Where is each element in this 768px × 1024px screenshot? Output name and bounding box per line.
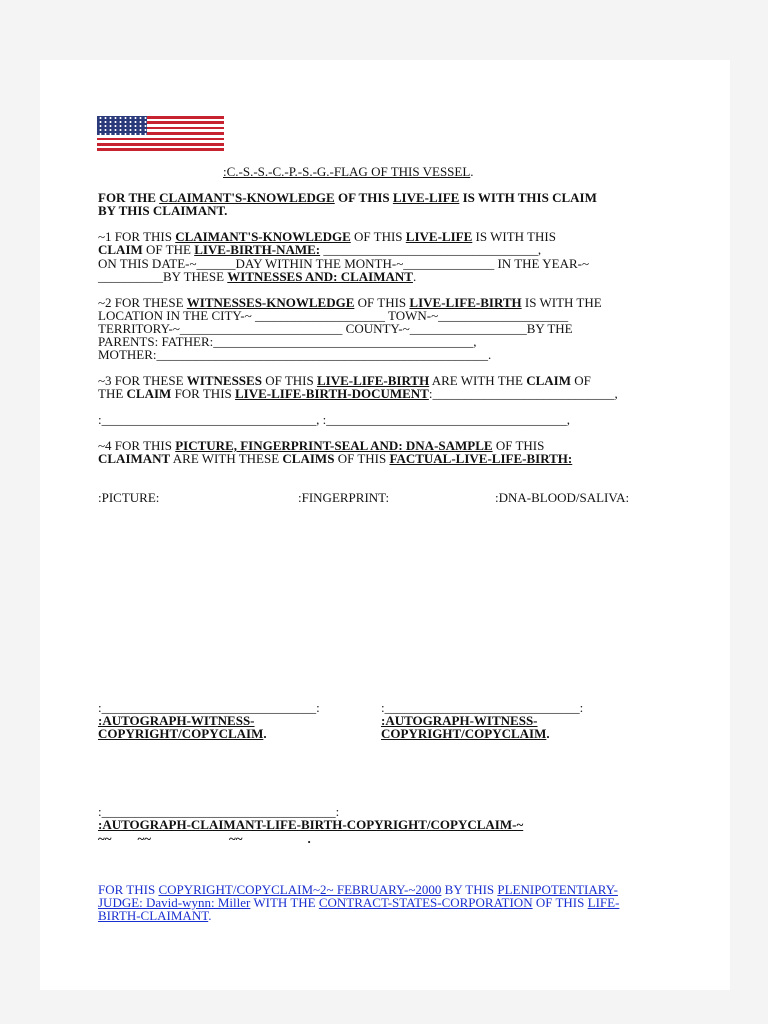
section2-line-5: MOTHER:___________________________________________________. xyxy=(98,347,492,362)
witness-right-title: :AUTOGRAPH-WITNESS- xyxy=(381,713,538,728)
claimant-signature-line[interactable]: :____________________________________: xyxy=(98,804,340,819)
section2-line-3: TERRITORY-~_________________________ COUNTY-~__________________BY THE xyxy=(98,321,573,336)
section1-line-3: ON THIS DATE-~______DAY WITHIN THE MONTH-~______________ IN THE YEAR-~ xyxy=(98,256,589,271)
intro-line-2: BY THIS CLAIMANT. xyxy=(98,203,228,218)
judge-link[interactable]: JUDGE: David-wynn: Miller xyxy=(98,895,251,910)
section1-line-4: __________BY THESE WITNESSES AND: CLAIMANT. xyxy=(98,269,417,284)
plenipotentiary-link[interactable]: PLENIPOTENTIARY- xyxy=(497,882,618,897)
witness-right-signature-line[interactable]: :______________________________: xyxy=(381,700,584,715)
us-flag-image xyxy=(97,116,224,151)
claimant-tilde-line: ~~ ~~ ~~ . xyxy=(98,831,311,846)
dna-label: :DNA-BLOOD/SALIVA: xyxy=(495,490,630,505)
section1-line-2: CLAIM OF THE LIVE-BIRTH-NAME: _________________________________, xyxy=(98,242,542,257)
section4-line-1: ~4 FOR THIS PICTURE, FINGERPRINT-SEAL AND: DNA-SAMPLE OF THIS xyxy=(98,438,545,453)
footer-line-3: BIRTH-CLAIMANT. xyxy=(98,908,212,923)
flag-caption: :C.-S.-S.-C.-P.-S.-G.-FLAG OF THIS VESSEL. xyxy=(223,164,474,179)
footer-line-2: JUDGE: David-wynn: Miller WITH THE CONTRACT-STATES-CORPORATION OF THIS LIFE- xyxy=(98,895,620,910)
copyright-link[interactable]: COPYRIGHT/COPYCLAIM~2~ FEBRUARY-~2000 xyxy=(158,882,442,897)
picture-label: :PICTURE: xyxy=(98,490,160,505)
section2-line-2: LOCATION IN THE CITY-~ ____________________ TOWN-~____________________ xyxy=(98,308,569,323)
witness-right-sub: COPYRIGHT/COPYCLAIM. xyxy=(381,726,550,741)
claimant-title: :AUTOGRAPH-CLAIMANT-LIFE-BIRTH-COPYRIGHT/COPYCLAIM-~ xyxy=(98,817,524,832)
intro-line-1: FOR THE CLAIMANT'S-KNOWLEDGE OF THIS LIVE-LIFE IS WITH THIS CLAIM xyxy=(98,190,597,205)
section2-line-1: ~2 FOR THESE WITNESSES-KNOWLEDGE OF THIS LIVE-LIFE-BIRTH IS WITH THE xyxy=(98,295,602,310)
section1-line-1: ~1 FOR THIS CLAIMANT'S-KNOWLEDGE OF THIS LIVE-LIFE IS WITH THIS xyxy=(98,229,556,244)
fingerprint-label: :FINGERPRINT: xyxy=(298,490,390,505)
section3-line-3: :_________________________________, :_____________________________________, xyxy=(98,412,570,427)
section4-line-2: CLAIMANT ARE WITH THESE CLAIMS OF THIS FACTUAL-LIVE-LIFE-BIRTH: xyxy=(98,451,573,466)
section2-line-4: PARENTS: FATHER:________________________________________, xyxy=(98,334,477,349)
witness-left-signature-line[interactable]: :_________________________________: xyxy=(98,700,320,715)
corporation-link[interactable]: CONTRACT-STATES-CORPORATION xyxy=(318,895,533,910)
footer-line-1: FOR THIS COPYRIGHT/COPYCLAIM~2~ FEBRUARY-~2000 BY THIS PLENIPOTENTIARY- xyxy=(98,882,618,897)
life-link[interactable]: LIFE- xyxy=(587,895,620,910)
witness-left-sub: COPYRIGHT/COPYCLAIM. xyxy=(98,726,267,741)
witness-left-title: :AUTOGRAPH-WITNESS- xyxy=(98,713,255,728)
section3-line-2: THE CLAIM FOR THIS LIVE-LIFE-BIRTH-DOCUMENT:____________________________, xyxy=(98,386,618,401)
flag-canton-stars xyxy=(97,116,147,135)
section3-line-1: ~3 FOR THESE WITNESSES OF THIS LIVE-LIFE-BIRTH ARE WITH THE CLAIM OF xyxy=(98,373,591,388)
birth-claimant-link[interactable]: BIRTH-CLAIMANT xyxy=(98,908,209,923)
